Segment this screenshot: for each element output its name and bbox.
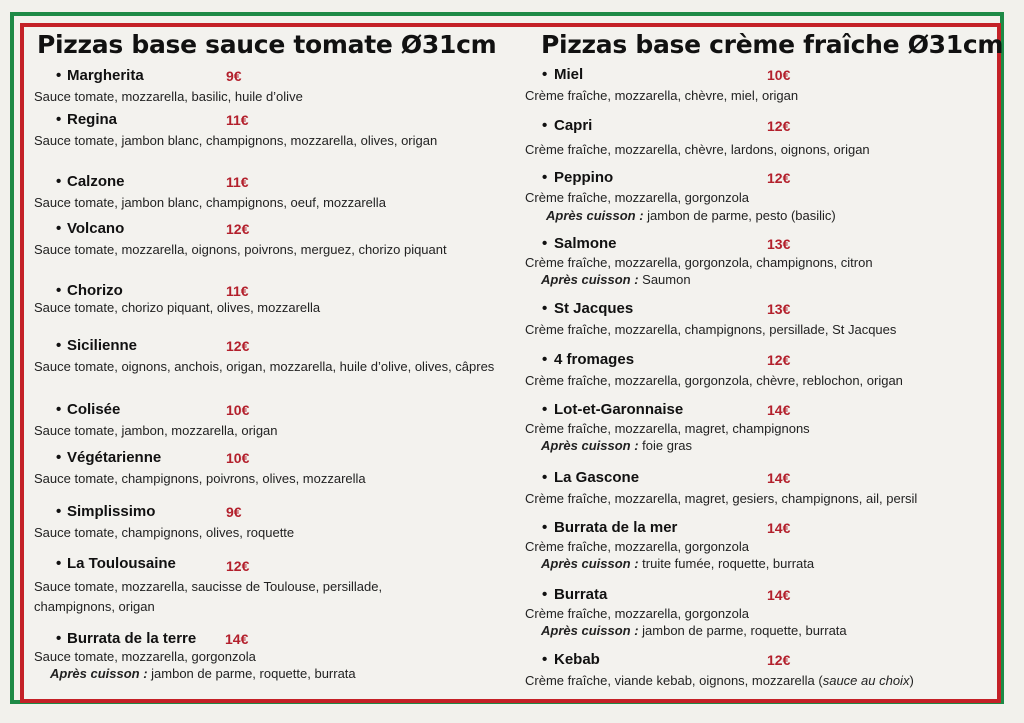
bullet-icon: • <box>56 173 62 190</box>
after-cooking <box>525 622 995 639</box>
menu-item <box>34 630 504 682</box>
after-cooking <box>34 665 504 682</box>
pizza-price: 11€ <box>226 112 249 128</box>
menu-item <box>525 651 995 691</box>
menu-item <box>34 220 504 260</box>
bullet-icon: • <box>542 469 548 486</box>
pizza-ingredients: Crème fraîche, mozzarella, gorgonzola <box>525 606 749 621</box>
pizza-ingredients: Sauce tomate, champignons, olives, roquette <box>34 525 295 540</box>
bullet-icon: • <box>56 111 62 128</box>
bullet-icon: • <box>56 630 62 647</box>
pizza-price: 9€ <box>226 504 242 520</box>
pizza-ingredients: Sauce tomate, chorizo piquant, olives, mozzarella <box>34 300 321 315</box>
pizza-price: 14€ <box>767 587 791 603</box>
pizza-price: 10€ <box>767 67 791 83</box>
pizza-price: 12€ <box>226 338 250 354</box>
pizza-price: 14€ <box>225 631 249 647</box>
pizza-price: 10€ <box>226 402 250 418</box>
menu-item <box>34 503 504 543</box>
pizza-ingredients: Crème fraîche, mozzarella, gorgonzola <box>525 190 749 205</box>
pizza-ingredients: Sauce tomate, oignons, anchois, origan, mozzarella, huile d’olive, olives, câpres <box>34 359 495 374</box>
menu-item <box>525 519 995 572</box>
pizza-ingredients: Crème fraîche, mozzarella, magret, gesiers, champignons, ail, persil <box>525 491 918 506</box>
bullet-icon: • <box>56 449 62 466</box>
menu-item <box>525 401 995 454</box>
after-cooking-label: Après cuisson : <box>50 666 148 681</box>
after-cooking-toppings: jambon de parme, roquette, burrata <box>147 666 356 681</box>
after-cooking-label: Après cuisson : <box>541 438 639 453</box>
pizza-price: 14€ <box>767 470 791 486</box>
bullet-icon: • <box>542 651 548 668</box>
pizza-name: Calzone <box>67 173 125 190</box>
bullet-icon: • <box>56 282 62 299</box>
after-cooking-toppings: foie gras <box>638 438 693 453</box>
pizza-name: Peppino <box>554 169 614 186</box>
pizza-name: Salmone <box>554 235 617 252</box>
pizza-ingredients: Sauce tomate, jambon blanc, champignons, oeuf, mozzarella <box>34 195 386 210</box>
pizza-price: 12€ <box>767 170 791 186</box>
bullet-icon: • <box>542 519 548 536</box>
bullet-icon: • <box>542 300 548 317</box>
pizza-ingredients: Sauce tomate, mozzarella, gorgonzola <box>34 649 256 664</box>
after-cooking-toppings: jambon de parme, roquette, burrata <box>638 623 847 638</box>
pizza-ingredients: Crème fraîche, mozzarella, chèvre, lardons, oignons, origan <box>525 142 870 157</box>
pizza-name: 4 fromages <box>554 351 635 368</box>
pizza-price: 10€ <box>226 450 250 466</box>
bullet-icon: • <box>56 220 62 237</box>
pizza-price: 12€ <box>226 221 250 237</box>
pizza-ingredients: Crème fraîche, mozzarella, gorgonzola, chèvre, reblochon, origan <box>525 373 903 388</box>
pizza-name: Lot-et-Garonnaise <box>554 401 684 418</box>
pizza-price: 11€ <box>226 174 249 190</box>
pizza-name: Burrata <box>554 586 608 603</box>
pizza-price: 13€ <box>767 236 791 252</box>
bullet-icon: • <box>542 235 548 252</box>
pizza-name: Miel <box>554 66 584 83</box>
menu-item <box>34 555 504 617</box>
menu-item <box>525 235 995 288</box>
after-cooking <box>525 555 995 572</box>
menu-item <box>34 111 504 151</box>
section-title: Pizzas base sauce tomate Ø31cm <box>37 30 497 59</box>
pizza-name: Végétarienne <box>67 449 162 466</box>
after-cooking <box>525 437 995 454</box>
pizza-name: Regina <box>67 111 118 128</box>
bullet-icon: • <box>542 117 548 134</box>
pizza-ingredients: Sauce tomate, jambon blanc, champignons, mozzarella, olives, origan <box>34 133 438 148</box>
pizza-ingredients: Crème fraîche, viande kebab, oignons, mozzarella (sauce au choix) <box>525 673 914 688</box>
pizza-ingredients: Sauce tomate, mozzarella, saucisse de Toulouse, persillade, champignons, origan <box>34 579 383 614</box>
pizza-name: Burrata de la mer <box>554 519 678 536</box>
pizza-ingredients: Sauce tomate, jambon, mozzarella, origan <box>34 423 278 438</box>
menu-item <box>34 282 504 318</box>
section-title: Pizzas base crème fraîche Ø31cm <box>541 30 1004 59</box>
after-cooking-label: Après cuisson : <box>541 556 639 571</box>
bullet-icon: • <box>56 555 62 572</box>
pizza-price: 13€ <box>767 301 791 317</box>
menu-item <box>525 586 995 639</box>
pizza-ingredients: Crème fraîche, mozzarella, magret, champignons <box>525 421 810 436</box>
bullet-icon: • <box>542 586 548 603</box>
bullet-icon: • <box>542 169 548 186</box>
pizza-name: Chorizo <box>67 282 123 299</box>
pizza-name: Colisée <box>67 401 121 418</box>
pizza-name: St Jacques <box>554 300 634 317</box>
pizza-price: 9€ <box>226 68 242 84</box>
bullet-icon: • <box>56 401 62 418</box>
after-cooking-toppings: jambon de parme, pesto (basilic) <box>643 208 836 223</box>
after-cooking-label: Après cuisson : <box>541 623 639 638</box>
pizza-ingredients: Crème fraîche, mozzarella, chèvre, miel, origan <box>525 88 799 103</box>
menu-item <box>525 66 995 106</box>
menu-item <box>525 117 995 160</box>
menu-item <box>525 169 995 225</box>
after-cooking-toppings: truite fumée, roquette, burrata <box>638 556 815 571</box>
pizza-ingredients: Sauce tomate, mozzarella, oignons, poivrons, merguez, chorizo piquant <box>34 242 447 257</box>
menu-item <box>34 67 504 107</box>
sauce-choice-note: sauce au choix <box>822 673 910 688</box>
pizza-name: Simplissimo <box>67 503 156 520</box>
pizza-name: Sicilienne <box>67 337 138 354</box>
after-cooking-label: Après cuisson : <box>546 208 644 223</box>
after-cooking-label: Après cuisson : <box>541 272 639 287</box>
pizza-name: Burrata de la terre <box>67 630 197 647</box>
menu-item <box>525 300 995 340</box>
pizza-price: 11€ <box>226 283 249 299</box>
menu-item <box>34 449 504 489</box>
after-cooking-toppings: Saumon <box>638 272 691 287</box>
bullet-icon: • <box>542 351 548 368</box>
after-cooking <box>525 271 995 288</box>
menu-item <box>34 401 504 441</box>
pizza-price: 14€ <box>767 520 791 536</box>
bullet-icon: • <box>56 337 62 354</box>
menu-item <box>34 337 504 377</box>
pizza-name: La Gascone <box>554 469 640 486</box>
pizza-price: 12€ <box>767 352 791 368</box>
pizza-ingredients: Crème fraîche, mozzarella, gorgonzola, champignons, citron <box>525 255 873 270</box>
pizza-name: Volcano <box>67 220 125 237</box>
pizza-ingredients: Sauce tomate, champignons, poivrons, olives, mozzarella <box>34 471 366 486</box>
pizza-price: 12€ <box>767 652 791 668</box>
pizza-price: 12€ <box>767 118 791 134</box>
bullet-icon: • <box>56 503 62 520</box>
pizza-price: 12€ <box>226 558 250 574</box>
bullet-icon: • <box>542 66 548 83</box>
menu-item <box>525 469 995 509</box>
pizza-name: Margherita <box>67 67 144 84</box>
bullet-icon: • <box>542 401 548 418</box>
after-cooking <box>525 207 995 225</box>
menu-item <box>34 173 504 213</box>
menu-item <box>525 351 995 391</box>
pizza-ingredients: Sauce tomate, mozzarella, basilic, huile d’olive <box>34 89 303 104</box>
pizza-ingredients: Crème fraîche, mozzarella, gorgonzola <box>525 539 749 554</box>
pizza-price: 14€ <box>767 402 791 418</box>
pizza-name: Capri <box>554 117 593 134</box>
bullet-icon: • <box>56 67 62 84</box>
pizza-name: La Toulousaine <box>67 555 176 572</box>
pizza-ingredients: Crème fraîche, mozzarella, champignons, persillade, St Jacques <box>525 322 897 337</box>
pizza-name: Kebab <box>554 651 600 668</box>
